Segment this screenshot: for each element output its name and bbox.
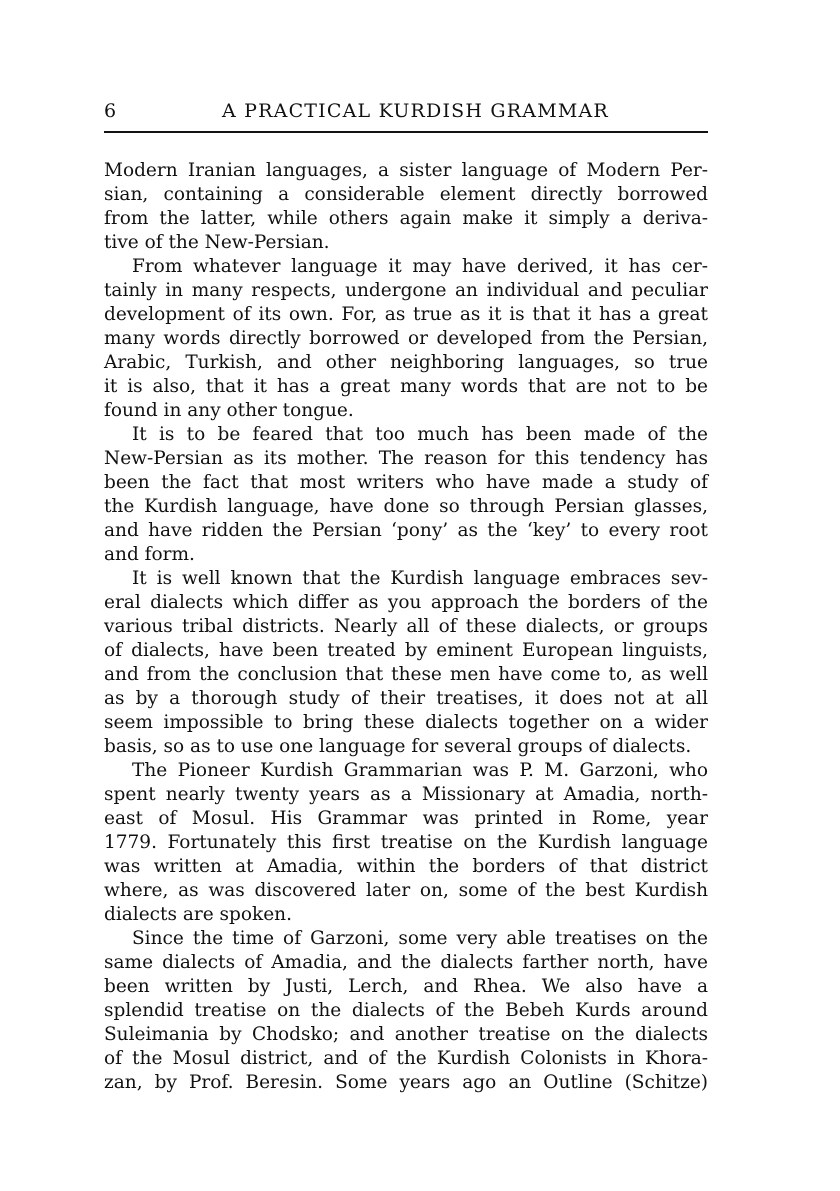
text-line: as by a thorough study of their treatises, it does not at all [104,688,708,709]
text-line: It is well known that the Kurdish language embraces sev- [132,568,708,589]
running-title: A PRACTICAL KURDISH GRAMMAR [222,100,609,122]
text-line: where, as was discovered later on, some of the best Kurdish [104,880,708,901]
text-line: seem impossible to bring these dialects together on a wider [104,712,708,733]
paragraph [104,423,708,567]
paragraph [104,159,708,255]
page-number: 6 [104,100,117,122]
text-line: spent nearly twenty years as a Missionary at Amadia, north- [104,784,708,805]
text-line: tainly in many respects, undergone an individual and peculiar [104,280,708,301]
header-rule [104,131,708,133]
text-line: eral dialects which differ as you approach the borders of the [104,592,708,613]
text-line: and from the conclusion that these men have come to, as well [104,664,708,685]
text-line: from the latter, while others again make it simply a deriva- [104,208,708,229]
text-line: New-Persian as its mother. The reason for this tendency has [104,448,708,469]
paragraph [104,927,708,1095]
paragraph [104,255,708,423]
text-line: It is to be feared that too much has been made of the [132,424,708,445]
text-line: of dialects, have been treated by eminent European linguists, [104,640,708,661]
page-header [104,98,708,128]
text-line: zan, by Prof. Beresin. Some years ago an Outline (Schitze) [104,1072,708,1093]
text-line: east of Mosul. His Grammar was printed in Rome, year [104,808,708,829]
paragraph [104,759,708,927]
text-line: and form. [104,544,195,565]
text-line: various tribal districts. Nearly all of these dialects, or groups [104,616,708,637]
text-line: the Kurdish language, have done so through Persian glasses, [104,496,708,517]
paragraph [104,567,708,759]
text-line: same dialects of Amadia, and the dialects farther north, have [104,952,708,973]
text-line: found in any other tongue. [104,400,354,421]
text-line: it is also, that it has a great many words that are not to be [104,376,708,397]
text-line: dialects are spoken. [104,904,292,925]
text-line: was written at Amadia, within the borders of that district [104,856,708,877]
text-line: basis, so as to use one language for several groups of dialects. [104,736,692,757]
text-line: Suleimania by Chodsko; and another treatise on the dialects [104,1024,708,1045]
text-line: been written by Justi, Lerch, and Rhea. We also have a [104,976,708,997]
text-line: Arabic, Turkish, and other neighboring languages, so true [104,352,708,373]
text-line: From whatever language it may have derived, it has cer- [132,256,708,277]
text-line: Since the time of Garzoni, some very able treatises on the [132,928,708,949]
text-line: many words directly borrowed or developed from the Persian, [104,328,708,349]
text-line: Modern Iranian languages, a sister language of Modern Per- [104,160,708,181]
text-line: tive of the New-Persian. [104,232,330,253]
text-line: of the Mosul district, and of the Kurdish Colonists in Khora- [104,1048,708,1069]
text-line: 1779. Fortunately this first treatise on the Kurdish language [104,832,708,853]
text-line: been the fact that most writers who have made a study of [104,472,708,493]
text-line: development of its own. For, as true as it is that it has a great [104,304,708,325]
text-line: splendid treatise on the dialects of the Bebeh Kurds around [104,1000,708,1021]
text-line: The Pioneer Kurdish Grammarian was P. M. Garzoni, who [132,760,708,781]
body-text [104,159,708,1095]
text-line: and have ridden the Persian ‘pony’ as the ‘key’ to every root [104,520,708,541]
text-line: sian, containing a considerable element directly borrowed [104,184,708,205]
